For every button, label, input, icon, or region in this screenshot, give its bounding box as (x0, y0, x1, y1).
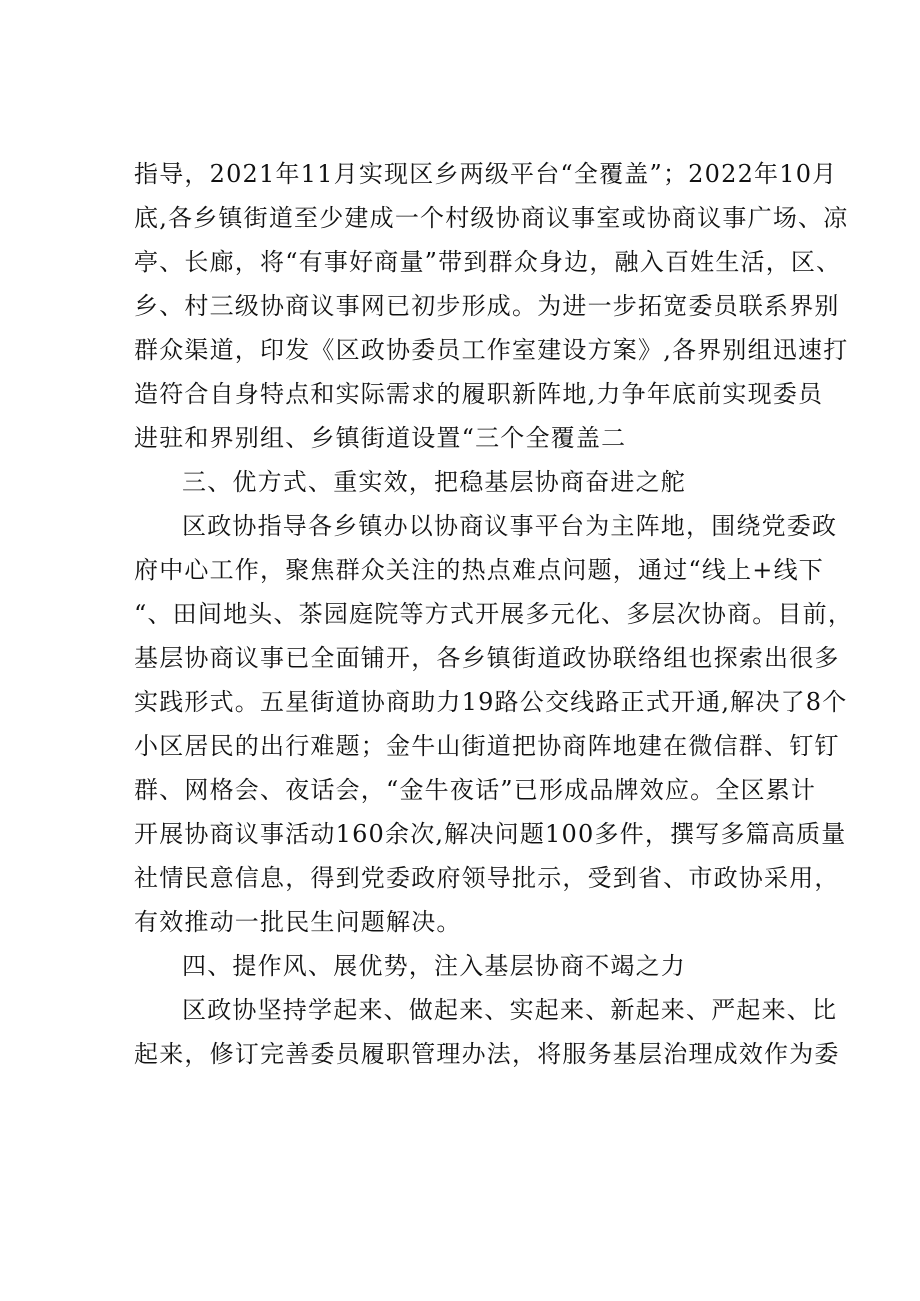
section-heading: 四、提作风、展优势，注入基层协商不竭之力 (182, 952, 686, 980)
text-line: 小区居民的出行难题；金牛山街道把协商阵地建在微信群、钉钉 (134, 732, 840, 760)
text-line: 起来，修订完善委员履职管理办法，将服务基层治理成效作为委 (134, 1040, 840, 1068)
text-line: 群、网格会、夜话会，“金牛夜话”已形成品牌效应。全区累计 (134, 776, 817, 804)
text-line: 亭、长廊，将“有事好商量”带到群众身边，融入百姓生活，区、 (134, 248, 842, 276)
text-line: 进驻和界别组、乡镇街道设置“三个全覆盖二 (134, 424, 627, 452)
body-text (134, 152, 854, 1076)
text-line: 区政协坚持学起来、做起来、实起来、新起来、严起来、比 (182, 996, 838, 1024)
text-line: 有效推动一批民生问题解决。 (134, 908, 462, 936)
text-line: 基层协商议事已全面铺开，各乡镇街道政协联络组也探索出很多 (134, 644, 840, 672)
text-line: 开展协商议事活动160余次,解决问题100多件，撰写多篇高质量 (134, 820, 847, 848)
text-line: 社情民意信息，得到党委政府领导批示，受到省、市政协采用， (134, 864, 840, 892)
text-line: 乡、村三级协商议事网已初步形成。为进一步拓宽委员联系界别 (134, 292, 840, 320)
section-heading: 三、优方式、重实效，把稳基层协商奋进之舵 (182, 468, 686, 496)
text-line: 区政协指导各乡镇办以协商议事平台为主阵地，围绕党委政 (182, 512, 838, 540)
text-line: 指导，2021年11月实现区乡两级平台“全覆盖”；2022年10月 (134, 160, 838, 188)
text-line: 府中心工作，聚焦群众关注的热点难点问题，通过“线上+线下 (134, 556, 824, 584)
text-line: “、田间地头、茶园庭院等方式开展多元化、多层次协商。目前， (134, 600, 854, 628)
text-line: 底,各乡镇街道至少建成一个村级协商议事室或协商议事广场、凉 (134, 204, 849, 232)
text-line: 群众渠道，印发《区政协委员工作室建设方案》,各界别组迅速打 (134, 336, 849, 364)
text-line: 实践形式。五星街道协商助力19路公交线路正式开通,解决了8个 (134, 688, 848, 716)
text-line: 造符合自身特点和实际需求的履职新阵地,力争年底前实现委员 (134, 380, 824, 408)
